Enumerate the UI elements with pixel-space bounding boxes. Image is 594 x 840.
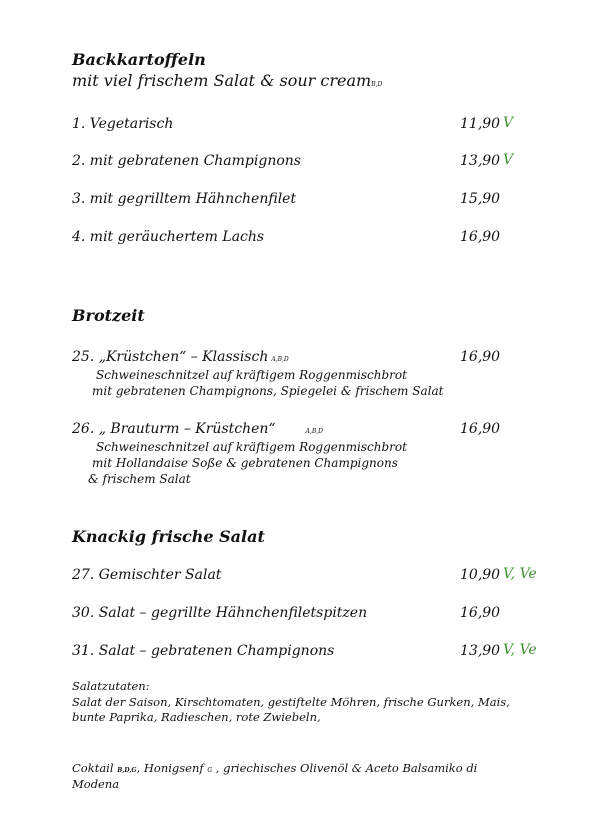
dressing-coktail: Coktail — [72, 761, 114, 775]
menu-item-description: mit gebratenen Champignons, Spiegelei & frischem Salat — [92, 384, 444, 398]
menu-item-price: 13,90 — [460, 153, 501, 169]
dressing-honigsenf: Honigsenf — [143, 761, 204, 775]
section-title-brotzeit: Brotzeit — [72, 306, 145, 325]
allergen-note: A,B,D — [305, 428, 323, 435]
menu-item-price: 10,90 — [460, 567, 501, 583]
menu-item-name: 4. mit geräuchertem Lachs — [72, 229, 265, 245]
menu-item-description: Schweineschnitzel auf kräftigem Roggenmischbrot — [96, 368, 407, 382]
menu-item-name: 3. mit gegrilltem Hähnchenfilet — [72, 191, 297, 207]
menu-item-name: 30. Salat – gegrillte Hähnchenfiletspitzen — [72, 605, 368, 621]
section-title-backkartoffeln: Backkartoffeln — [72, 50, 206, 69]
menu-item-price: 16,90 — [460, 349, 501, 365]
menu-item-name: 31. Salat – gebratenen Champignons — [72, 643, 335, 659]
diet-tag: V — [503, 115, 514, 131]
menu-item-name — [72, 421, 323, 437]
salat-zutaten-text: Salat der Saison, Kirschtomaten, gestiftelte Möhren, frische Gurken, Mais, — [72, 695, 510, 709]
menu-item-name — [72, 349, 289, 365]
menu-item-description: mit Hollandaise Soße & gebratenen Champignons — [92, 456, 398, 470]
diet-tag: V — [503, 152, 514, 168]
menu-item-price: 15,90 — [460, 191, 501, 207]
menu-item-price: 11,90 — [460, 116, 501, 132]
section-subtitle-backkartoffeln — [72, 71, 382, 90]
item-title: 26. „ Brauturm – Krüstchen“ — [72, 421, 276, 437]
dressing-line-2: Modena — [72, 777, 120, 791]
menu-item-name: 27. Gemischter Salat — [72, 567, 222, 583]
dressing-rest: , griechisches Olivenöl & Aceto Balsamiko di — [215, 761, 478, 775]
diet-tag: V, Ve — [503, 566, 537, 582]
menu-item-price: 16,90 — [460, 605, 501, 621]
menu-item-name: 2. mit gebratenen Champignons — [72, 153, 301, 169]
salat-zutaten-text: bunte Paprika, Radieschen, rote Zwiebeln, — [72, 710, 321, 724]
diet-tag: V, Ve — [503, 642, 537, 658]
salat-zutaten-label: Salatzutaten: — [72, 679, 150, 693]
allergen-note: G — [207, 767, 213, 774]
allergen-note: B,D — [371, 81, 383, 88]
menu-item-price: 16,90 — [460, 229, 501, 245]
menu-item-description: Schweineschnitzel auf kräftigem Roggenmischbrot — [96, 440, 407, 454]
menu-item-price: 16,90 — [460, 421, 501, 437]
menu-item-name: 1. Vegetarisch — [72, 116, 174, 132]
menu-item-price: 13,90 — [460, 643, 501, 659]
subtitle-text: mit viel frischem Salat & sour cream — [72, 71, 372, 90]
menu-item-description: & frischem Salat — [88, 472, 191, 486]
allergen-note: B,D,G — [117, 767, 137, 774]
item-title: 25. „Krüstchen“ – Klassisch — [72, 349, 269, 365]
dressing-line: Coktail B,D,G, Honigsenf G , griechisches Olivenöl & Aceto Balsamiko di — [72, 761, 478, 775]
section-title-salat: Knackig frische Salat — [72, 527, 265, 546]
allergen-note: A,B,D — [271, 356, 289, 363]
